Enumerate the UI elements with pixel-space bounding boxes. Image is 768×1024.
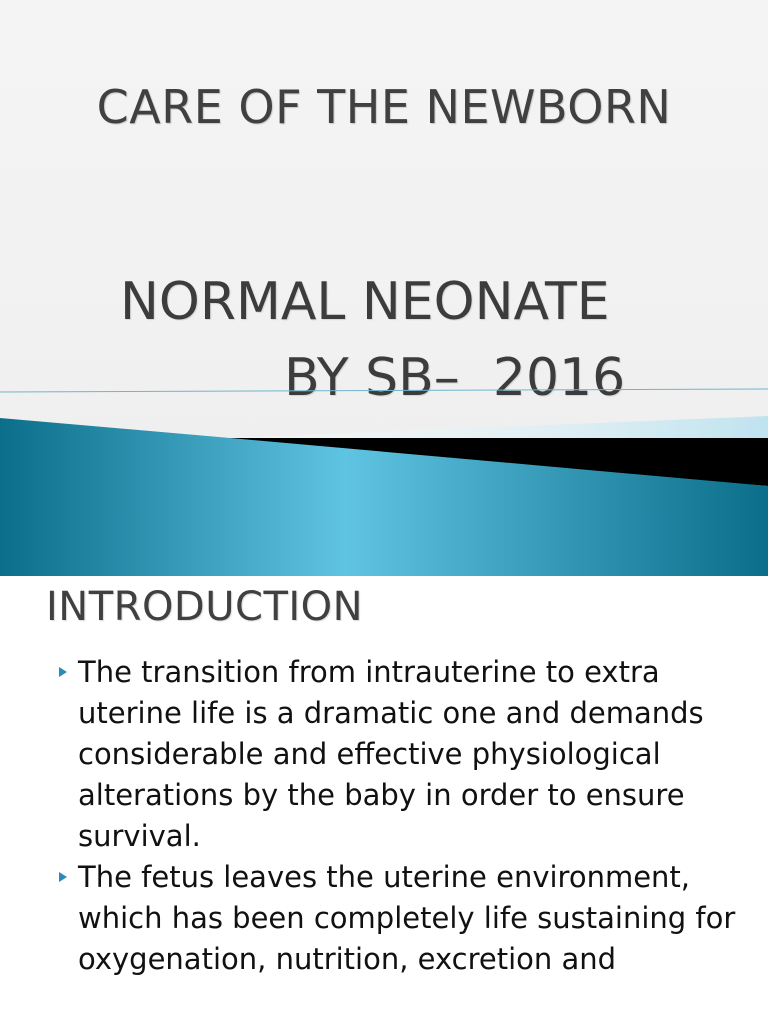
- bullet-list: [56, 652, 746, 980]
- slide-title: CARE OF THE NEWBORN: [96, 80, 672, 134]
- band-thin-line: [0, 389, 768, 392]
- content-slide: [0, 576, 768, 1024]
- bullet-text: The transition from intrauterine to extra uterine life is a dramatic one and demands considerable and effective physiological alterations by the baby in order to ensure survival.: [78, 655, 704, 853]
- subtitle-line-2: BY SB– 2016: [284, 348, 626, 408]
- list-item: [56, 652, 746, 857]
- section-heading: INTRODUCTION: [46, 584, 364, 630]
- triangle-bullet-icon: [59, 872, 67, 882]
- triangle-bullet-icon: [59, 667, 67, 677]
- band-pale-wedge: [230, 416, 768, 438]
- bullet-text: The fetus leaves the uterine environment, which has been completely life sustaining for oxygenation, nutrition, excretion and: [78, 860, 736, 976]
- list-item: [56, 857, 746, 980]
- decorative-band: [0, 380, 768, 576]
- subtitle-line-1: NORMAL NEONATE: [120, 272, 610, 332]
